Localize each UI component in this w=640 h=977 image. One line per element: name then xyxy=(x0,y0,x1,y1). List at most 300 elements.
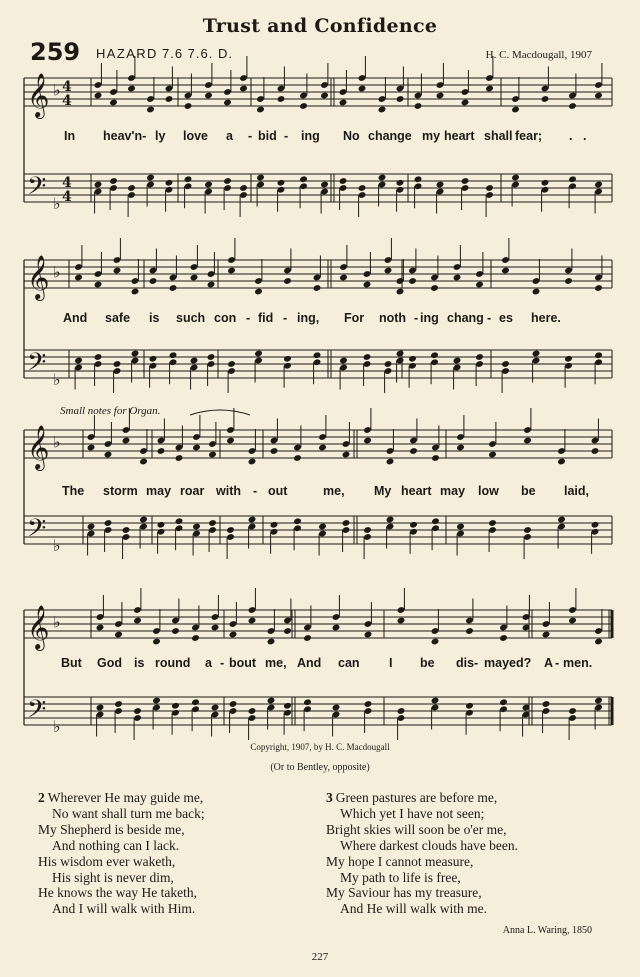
notehead xyxy=(436,92,445,100)
notehead xyxy=(431,697,440,705)
lyric-syllable: For xyxy=(344,311,365,325)
lyric-syllable: love xyxy=(183,129,209,143)
notehead xyxy=(131,350,140,358)
hymn-title: Trust and Confidence xyxy=(202,15,438,37)
notehead xyxy=(133,617,142,625)
notehead xyxy=(342,451,351,459)
notehead xyxy=(408,277,417,285)
notehead xyxy=(386,516,395,524)
notehead xyxy=(277,179,286,187)
lyric-syllable: can xyxy=(338,656,360,670)
author-credit: Anna L. Waring, 1850 xyxy=(502,925,592,936)
notehead xyxy=(122,526,131,534)
notehead xyxy=(139,458,148,466)
notehead xyxy=(146,106,155,114)
notehead xyxy=(109,177,118,185)
lyric-syllable: here. xyxy=(531,311,561,325)
notehead xyxy=(152,697,161,705)
notehead xyxy=(532,288,541,296)
notehead xyxy=(396,350,405,358)
tune-name: HAZARD xyxy=(96,46,158,61)
notehead xyxy=(207,353,216,361)
notehead xyxy=(127,184,136,192)
notehead xyxy=(190,357,199,365)
lyric-syllable: be xyxy=(420,656,435,670)
stanza-line: No want shall turn me back; xyxy=(52,805,205,821)
notehead xyxy=(541,95,550,103)
notehead xyxy=(208,519,217,527)
notehead xyxy=(283,355,292,363)
notehead xyxy=(87,523,96,531)
notehead xyxy=(223,177,232,185)
lyric-syllable: safe xyxy=(105,311,131,325)
notehead xyxy=(523,437,532,445)
stanza-line: And He will walk with me. xyxy=(340,901,487,917)
notehead xyxy=(267,638,276,646)
notehead xyxy=(226,437,235,445)
lyric-syllable: A xyxy=(544,656,554,670)
lyric-syllable: change xyxy=(368,129,412,143)
lyric-syllable: es xyxy=(499,311,513,325)
notehead xyxy=(475,281,484,289)
lyric-syllable: chang xyxy=(447,311,484,325)
lyric-syllable: bout xyxy=(229,656,257,670)
organ-slur xyxy=(190,410,250,415)
notehead xyxy=(94,281,103,289)
lyric-syllable: - xyxy=(284,129,289,143)
notehead xyxy=(414,175,423,183)
lyric-syllable: with xyxy=(216,484,241,498)
notehead xyxy=(313,284,322,292)
notehead xyxy=(430,284,439,292)
lyric-syllable: a xyxy=(226,129,233,143)
notehead xyxy=(594,181,603,189)
notehead xyxy=(149,355,158,363)
stanza-line xyxy=(38,790,205,806)
key-signature-flat: ♭ xyxy=(53,536,61,555)
stanza-line: My hope I cannot measure, xyxy=(326,853,474,869)
bass-clef: 𝄢 xyxy=(27,348,47,383)
notehead xyxy=(358,184,367,192)
notehead xyxy=(248,516,257,524)
lyric-syllable: roar xyxy=(180,484,205,498)
notehead xyxy=(248,458,257,466)
notehead xyxy=(122,437,131,445)
lyric-syllable: ing xyxy=(420,311,439,325)
notehead xyxy=(131,288,140,296)
hymn-number: 259 xyxy=(30,38,81,66)
lyric-syllable: In xyxy=(64,129,76,143)
notehead xyxy=(594,638,603,646)
lyric-syllable: - xyxy=(220,656,225,670)
notehead xyxy=(191,698,200,706)
notehead xyxy=(208,451,217,459)
notehead xyxy=(227,267,236,275)
notehead xyxy=(226,526,235,534)
notehead xyxy=(239,85,248,93)
notehead xyxy=(453,357,462,365)
notehead xyxy=(104,519,113,527)
lyric-syllable: dis xyxy=(456,656,475,670)
lyric-syllable: fid xyxy=(258,311,274,325)
lyric-syllable: - xyxy=(474,656,479,670)
notehead xyxy=(114,700,123,708)
lyric-syllable: out xyxy=(268,484,288,498)
notehead xyxy=(207,281,216,289)
notehead xyxy=(396,179,405,187)
notehead xyxy=(594,284,603,292)
stanza-line: His sight is never dim, xyxy=(52,869,174,885)
treble-clef: 𝄞 xyxy=(27,73,50,117)
lyric-syllable: ing xyxy=(301,129,320,143)
lyric-syllable: ly xyxy=(155,129,166,143)
notehead xyxy=(299,175,308,183)
time-signature-top: 4 xyxy=(62,175,72,191)
notehead xyxy=(169,351,178,359)
lyric-syllable: But xyxy=(61,656,82,670)
lyric-syllable: men. xyxy=(563,656,593,670)
stanza-line: Bright skies will soon be o'er me, xyxy=(326,821,507,837)
lyric-syllable: - xyxy=(246,311,251,325)
composer-credit: H. C. Macdougall, 1907 xyxy=(485,49,592,61)
treble-clef: 𝄞 xyxy=(27,255,50,299)
notehead xyxy=(299,102,308,110)
notehead xyxy=(363,353,372,361)
notehead xyxy=(270,521,279,529)
notehead xyxy=(342,519,351,527)
notehead xyxy=(358,85,367,93)
lyric-syllable: - xyxy=(253,484,258,498)
notehead xyxy=(320,181,329,189)
notehead xyxy=(171,627,180,635)
notehead xyxy=(113,360,122,368)
notehead xyxy=(339,99,348,107)
notehead xyxy=(303,634,312,642)
notehead xyxy=(87,444,96,452)
notehead xyxy=(456,444,465,452)
lyric-syllable: - xyxy=(555,656,560,670)
notehead xyxy=(211,624,220,632)
notehead xyxy=(74,274,83,282)
notehead xyxy=(320,92,329,100)
lyric-syllable: noth xyxy=(379,311,407,325)
stanza-line: My Shepherd is beside me, xyxy=(38,821,185,837)
notehead xyxy=(431,517,440,525)
notehead xyxy=(256,106,265,114)
notehead xyxy=(485,184,494,192)
notehead xyxy=(133,707,142,715)
lyric-syllable: My xyxy=(374,484,392,498)
notehead xyxy=(339,177,348,185)
lyric-syllable: mayed? xyxy=(484,656,532,670)
lyric-syllable: be xyxy=(521,484,536,498)
notehead xyxy=(461,177,470,185)
lyric-syllable: fear; xyxy=(515,129,543,143)
key-signature-flat: ♭ xyxy=(53,80,61,100)
lyric-syllable: is xyxy=(134,656,145,670)
notehead xyxy=(248,707,257,715)
notehead xyxy=(501,267,510,275)
notehead xyxy=(157,521,166,529)
treble-clef: 𝄞 xyxy=(27,425,50,469)
notehead xyxy=(414,102,423,110)
notehead xyxy=(223,99,232,107)
lyric-syllable: such xyxy=(176,311,206,325)
key-signature-flat: ♭ xyxy=(53,370,61,389)
notehead xyxy=(542,631,551,639)
bass-clef: 𝄢 xyxy=(27,514,47,549)
lyric-syllable: - xyxy=(248,129,253,143)
stanza-text: Green pastures are before me, xyxy=(335,790,498,805)
notehead xyxy=(96,704,105,712)
notehead xyxy=(184,102,193,110)
notehead xyxy=(568,102,577,110)
lyric-syllable: con xyxy=(214,311,237,325)
stanza-line xyxy=(326,790,518,806)
treble-clef: 𝄞 xyxy=(27,605,50,649)
notehead xyxy=(409,521,418,529)
notehead xyxy=(488,519,497,527)
notehead xyxy=(293,517,302,525)
notehead xyxy=(113,267,122,275)
notehead xyxy=(152,638,161,646)
stanza-2 xyxy=(38,790,205,917)
bass-clef: 𝄢 xyxy=(27,172,47,207)
notehead xyxy=(74,357,83,365)
notehead xyxy=(511,174,520,182)
lyric-syllable: my xyxy=(422,129,441,143)
lyric-syllable: heav'n- xyxy=(103,129,147,143)
notehead xyxy=(499,634,508,642)
notehead xyxy=(363,437,372,445)
notehead xyxy=(542,700,551,708)
stanza-3 xyxy=(326,790,518,917)
notehead xyxy=(594,351,603,359)
notehead xyxy=(204,92,213,100)
notehead xyxy=(94,181,103,189)
notehead xyxy=(475,353,484,361)
notehead xyxy=(146,174,155,182)
lyric-syllable: bid xyxy=(258,129,277,143)
stanza-line: And nothing can I lack. xyxy=(52,837,180,853)
page-number: 227 xyxy=(311,951,329,963)
lyric-syllable: No xyxy=(343,129,360,143)
notehead xyxy=(114,631,123,639)
lyric-syllable: I xyxy=(389,656,393,670)
notehead xyxy=(318,444,327,452)
notehead xyxy=(254,288,263,296)
lyric-syllable: heart xyxy=(401,484,432,498)
notehead xyxy=(184,175,193,183)
lyric-syllable: low xyxy=(478,484,499,498)
lyric-syllable: And xyxy=(63,311,88,325)
notehead xyxy=(431,638,440,646)
notehead xyxy=(109,99,118,107)
notehead xyxy=(318,523,327,531)
notehead xyxy=(339,274,348,282)
stanza-line: My path to life is free, xyxy=(340,869,461,885)
notehead xyxy=(568,175,577,183)
notehead xyxy=(557,516,566,524)
notehead xyxy=(211,704,220,712)
lyric-syllable: a xyxy=(205,656,212,670)
notehead xyxy=(169,284,178,292)
notehead xyxy=(436,181,445,189)
lyric-syllable: may xyxy=(440,484,466,498)
notehead xyxy=(501,360,510,368)
notehead xyxy=(254,350,263,358)
key-signature-flat: ♭ xyxy=(53,194,61,213)
notehead xyxy=(175,454,184,462)
notehead xyxy=(396,288,405,296)
lyric-syllable: ing, xyxy=(297,311,320,325)
stanza-line: Which yet I have not seen; xyxy=(340,805,485,821)
key-signature-flat: ♭ xyxy=(53,262,61,282)
notehead xyxy=(532,350,541,358)
notehead xyxy=(165,95,174,103)
notehead xyxy=(384,360,393,368)
notehead xyxy=(277,95,286,103)
notehead xyxy=(190,274,199,282)
notehead xyxy=(568,617,577,625)
notehead xyxy=(267,697,276,705)
notehead xyxy=(303,698,312,706)
meter: 7.6 7.6. D. xyxy=(162,46,233,61)
lyric-syllable: shall xyxy=(484,129,513,143)
lyric-syllable: me, xyxy=(265,656,287,670)
time-signature-bottom: 4 xyxy=(62,189,72,205)
notehead xyxy=(364,700,373,708)
notehead xyxy=(227,360,236,368)
lyric-syllable: - xyxy=(414,311,419,325)
notehead xyxy=(396,95,405,103)
lyric-syllable: - xyxy=(487,311,492,325)
notehead xyxy=(229,631,238,639)
key-signature-flat: ♭ xyxy=(53,717,61,736)
lyric-syllable: is xyxy=(149,311,160,325)
notehead xyxy=(523,526,532,534)
notehead xyxy=(594,92,603,100)
notehead xyxy=(239,184,248,192)
notehead xyxy=(408,355,417,363)
bass-clef: 𝄢 xyxy=(27,695,47,730)
notehead xyxy=(499,698,508,706)
notehead xyxy=(283,627,292,635)
lyric-syllable: heart xyxy=(444,129,475,143)
lyric-syllable: God xyxy=(97,656,122,670)
key-signature-flat: ♭ xyxy=(53,432,61,452)
lyric-syllable: The xyxy=(62,484,85,498)
lyric-syllable: - xyxy=(283,311,288,325)
notehead xyxy=(94,353,103,361)
notehead xyxy=(485,85,494,93)
notehead xyxy=(488,451,497,459)
notehead xyxy=(171,702,180,710)
notehead xyxy=(378,106,387,114)
notehead xyxy=(378,174,387,182)
stanza-number: 3 xyxy=(326,790,333,805)
notehead xyxy=(104,451,113,459)
notehead xyxy=(248,617,257,625)
stanza-line: My Saviour has my treasure, xyxy=(326,885,482,901)
lyric-syllable: may xyxy=(146,484,172,498)
notehead xyxy=(431,454,440,462)
organ-note: Small notes for Organ. xyxy=(60,405,161,417)
notehead xyxy=(465,702,474,710)
notehead xyxy=(541,179,550,187)
notehead xyxy=(96,624,105,632)
stanza-text: Wherever He may guide me, xyxy=(47,790,204,805)
notehead xyxy=(283,277,292,285)
notehead xyxy=(332,704,341,712)
notehead xyxy=(256,174,265,182)
notehead xyxy=(386,458,395,466)
key-signature-flat: ♭ xyxy=(53,612,61,632)
notehead xyxy=(591,521,600,529)
notehead xyxy=(165,179,174,187)
lyric-syllable: . xyxy=(569,129,573,143)
notehead xyxy=(409,447,418,455)
notehead xyxy=(430,351,439,359)
notehead xyxy=(384,267,393,275)
stanza-line: Where darkest clouds have been. xyxy=(340,837,519,853)
notehead xyxy=(456,523,465,531)
notehead xyxy=(175,517,184,525)
notehead xyxy=(191,634,200,642)
notehead xyxy=(363,281,372,289)
stanza-line: His wisdom ever waketh, xyxy=(38,853,176,869)
copyright-notice: Copyright, 1907, by H. C. Macdougall xyxy=(250,742,390,752)
lyric-syllable: And xyxy=(297,656,322,670)
notehead xyxy=(229,700,238,708)
notehead xyxy=(397,707,406,715)
notehead xyxy=(363,526,372,534)
notehead xyxy=(568,707,577,715)
notehead xyxy=(564,355,573,363)
notehead xyxy=(364,631,373,639)
notehead xyxy=(453,274,462,282)
alternate-tune-note: (Or to Bentley, opposite) xyxy=(270,762,370,773)
notehead xyxy=(157,447,166,455)
stanza-line: And I will walk with Him. xyxy=(52,901,196,917)
notehead xyxy=(270,447,279,455)
notehead xyxy=(192,523,201,531)
notehead xyxy=(339,357,348,365)
notehead xyxy=(591,447,600,455)
notehead xyxy=(192,444,201,452)
lyric-syllable: . xyxy=(583,129,587,143)
notehead xyxy=(564,277,573,285)
notehead xyxy=(461,99,470,107)
notehead xyxy=(293,454,302,462)
lyric-syllable: laid, xyxy=(564,484,590,498)
notehead xyxy=(511,106,520,114)
notehead xyxy=(283,702,292,710)
notehead xyxy=(127,85,136,93)
notehead xyxy=(204,181,213,189)
notehead xyxy=(557,458,566,466)
notehead xyxy=(139,516,148,524)
notehead xyxy=(94,92,103,100)
notehead xyxy=(465,627,474,635)
notehead xyxy=(397,617,406,625)
notehead xyxy=(313,351,322,359)
time-signature-top: 4 xyxy=(62,79,72,95)
notehead xyxy=(332,624,341,632)
lyric-syllable: me, xyxy=(323,484,345,498)
time-signature-bottom: 4 xyxy=(62,93,72,109)
notehead xyxy=(594,697,603,705)
